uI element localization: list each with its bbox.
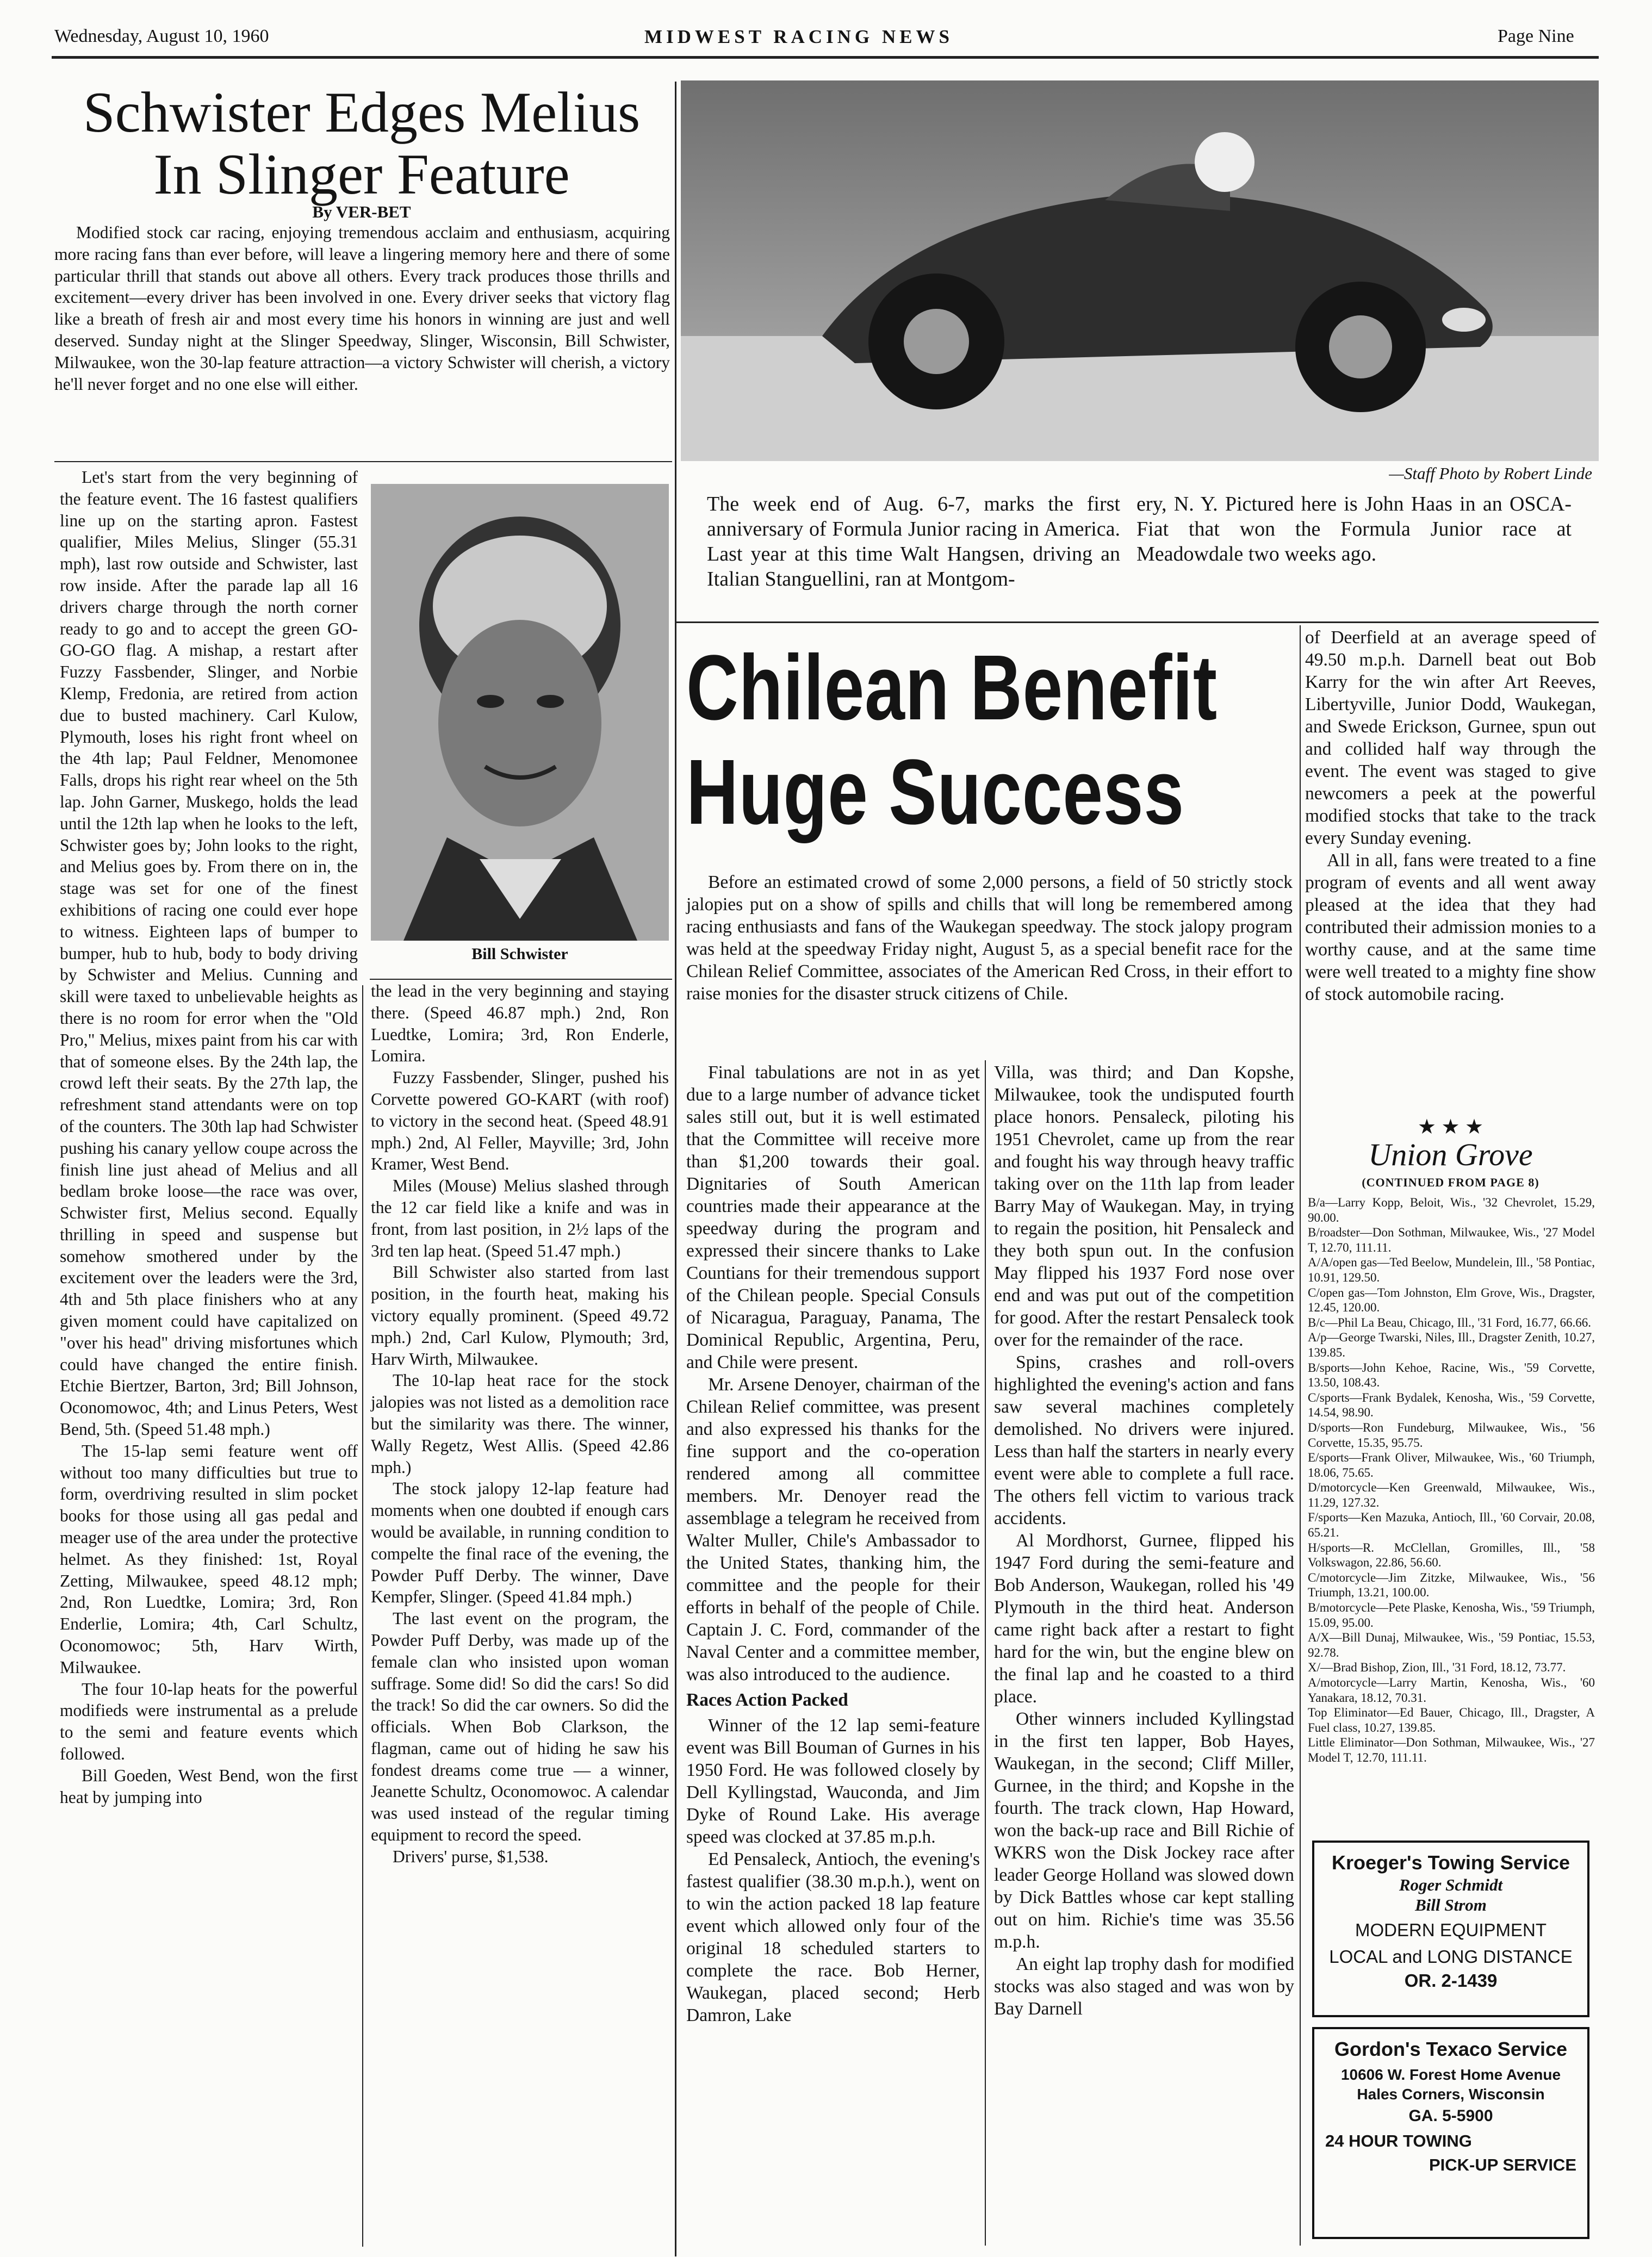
result-item: B/c—Phil La Beau, Chicago, Ill., '31 Ford, 16.77, 66.66. (1308, 1315, 1591, 1329)
kroeger-name-2: Bill Strom (1415, 1895, 1487, 1914)
column-rule-1 (362, 985, 363, 2247)
result-item: B/a—Larry Kopp, Beloit, Wis., '32 Chevrolet, 15.29, 90.00. (1308, 1196, 1595, 1224)
chilean-column-a (686, 1061, 980, 2026)
result-item: B/sports—John Kehoe, Racine, Wis., '59 Corvette, 13.50, 108.43. (1308, 1360, 1595, 1390)
result-item: C/sports—Frank Bydalek, Kenosha, Wis., '59 Corvette, 14.54, 98.90. (1308, 1390, 1595, 1420)
gordon-address-2: Hales Corners, Wisconsin (1357, 2086, 1545, 2103)
schwister-column-1 (60, 467, 358, 1808)
schwister-lead-paragraph: Modified stock car racing, enjoying tremendous acclaim and enthusiasm, acquiring more racing fans than ever before, will leave a lingering memory here and there of some particular thrill that stands out above all others. Every track produces those thrills and excitement—every driver has been involved in one. Every driver seeks that victory flag like a breath of fresh air and most every time his honors in winning are just and well deserved. Sunday night at the Slinger Speedway, Slinger, Wisconsin, Bill Schwister, Milwaukee, won the 30-lap feature attraction—a victory Schwister will cherish, a victory he'll never forget and no one else will either. (54, 223, 670, 394)
portrait-caption: Bill Schwister (471, 945, 568, 963)
header-rule (52, 56, 1599, 59)
schwister-lead (54, 222, 670, 395)
result-item: Top Eliminator—Ed Bauer, Chicago, Ill., Dragster, A Fuel class, 10.27, 139.85. (1308, 1706, 1595, 1734)
kroeger-ad (1312, 1841, 1589, 2017)
page-number: Page Nine (1498, 26, 1574, 46)
column-rule-4 (1300, 625, 1301, 2246)
kroeger-name-1: Roger Schmidt (1399, 1875, 1503, 1894)
paragraph: Bill Goeden, West Bend, won the first heat by jumping into (60, 1765, 358, 1807)
paragraph: the lead in the very beginning and staying there. (Speed 46.87 mph.) 2nd, Ron Luedtke, Lomira; 3rd, Ron Enderle, Lomira. (371, 981, 669, 1066)
paragraph: The last event on the program, the Powder Puff Derby, was made up of the female clan who insisted upon woman suffrage. Some did! So did the cars! So did the track! So did the car owners. So did the officials. When Bob Clarkson, the flagman, came out of hiding he saw his fondest dreams come true — a winner, Jeanette Schultz, Oconomowoc. A calendar was used instead of the regular timing equipment to record the speed. (371, 1609, 669, 1845)
paragraph: Before an estimated crowd of some 2,000 persons, a field of 50 strictly stock jalopies put on a show of spills and chills that will long be remembered among racing enthusiasts and fans of the Waukegan speedway. The stock jalopy program was held at the speedway Friday night, August 5, as a special benefit race for the Chilean Relief Committee, associates of the American Red Cross, in their effort to raise monies for the disaster struck citizens of Chile. (686, 872, 1293, 1004)
paragraph: The stock jalopy 12-lap feature had moments when one doubted if enough cars would be available, in running condition to compelte the final race of the evening, the Powder Puff Derby. The winner, Dave Kempfer, Slinger. (Speed 41.84 mph.) (371, 1479, 669, 1607)
result-item: C/open gas—Tom Johnston, Elm Grove, Wis., Dragster, 12.45, 120.00. (1308, 1285, 1595, 1315)
chilean-column-b (994, 1061, 1294, 2020)
result-item: B/motorcycle—Pete Plaske, Kenosha, Wis., '59 Triumph, 15.09, 95.00. (1308, 1601, 1595, 1630)
gordon-address-1: 10606 W. Forest Home Avenue (1340, 2066, 1561, 2083)
result-item: E/sports—Frank Oliver, Milwaukee, Wis., '60 Triumph, 18.06, 75.65. (1308, 1451, 1595, 1479)
driver-helmet (1195, 132, 1254, 192)
issue-date: Wednesday, August 10, 1960 (54, 26, 269, 46)
result-item: D/sports—Ron Fundeburg, Milwaukee, Wis., '56 Corvette, 15.35, 95.75. (1308, 1420, 1595, 1450)
paragraph: Bill Schwister also started from last position, in the fourth heat, making his victory equally prominent. (Speed 49.72 mph.) 2nd, Carl Kulow, Plymouth; 3rd, Harv Wirth, Milwaukee. (371, 1263, 669, 1369)
paragraph: Other winners included Kyllingstad in the first ten lapper, Bob Hayes, Waukegan, in the second; Cliff Miller, Gurnee, in the third; and Kopshe in the fourth. The track clown, Hap Howard, won the back-up race and Bill Richie of WKRS won the Disk Jockey race after leader George Holland was slowed down by Dick Battles whose car kept stalling out on him. Richie's time was 35.56 m.p.h. (994, 1709, 1294, 1952)
result-item: F/sports—Ken Mazuka, Antioch, Ill., '60 Corvair, 20.08, 65.21. (1308, 1510, 1595, 1540)
union-results (1308, 1195, 1595, 1765)
gordon-line-2: PICK-UP SERVICE (1429, 2155, 1576, 2174)
paragraph: Al Mordhorst, Gurnee, flipped his 1947 Ford during the semi-feature and Bob Anderson, Waukegan, rolled his '49 Plymouth in the third heat. Anderson came right back after a restart to fight hard for the win, but the engine blew on the final lap and he coasted to a third place. (994, 1531, 1294, 1707)
paragraph: All in all, fans were treated to a fine program of events and all went away pleased at the idea that they had contributed their admission monies to a worthy cause, and at the same time were well treated to a mighty fine show of stock automobile racing. (1305, 850, 1596, 1004)
gordon-line-1: 24 HOUR TOWING (1325, 2131, 1472, 2150)
result-item: H/sports—R. McClellan, Gromilles, Ill., '58 Volkswagon, 22.86, 56.60. (1308, 1540, 1595, 1570)
paragraph: of Deerfield at an average speed of 49.50 m.p.h. Darnell beat out Bob Karry for the win after Art Reeves, Libertyville, Junior Dodd, Waukegan, and Swede Erickson, Gurnee, spun out and collided half way through the event. The event was staged to give newcomers a peek at the powerful modified stocks that take to the track every Sunday evening. (1305, 627, 1596, 848)
schwister-byline: By VER-BET (312, 202, 411, 221)
paragraph: Villa, was third; and Dan Kopshe, Milwaukee, took the undisputed fourth place honors. Pensaleck, piloting his 1951 Chevrolet, came up from the rear and fought his way through heavy traffic taking over on the 11th lap from leader Barry May of Waukegan. May, in trying to regain the position, hit Pensaleck and they both spun out. In the confusion May flipped his 1937 Ford nose over end and was put out of the competition for good. After the restart Pensaleck took over for the remainder of the race. (994, 1062, 1294, 1350)
portrait-drawing (371, 484, 669, 941)
chilean-headline-2: Huge Success (686, 741, 1184, 844)
schwister-headline-1: Schwister Edges Melius (83, 80, 641, 144)
photo-credit: —Staff Photo by Robert Linde (1389, 464, 1592, 483)
column-rule-main (675, 82, 676, 2256)
kroeger-title: Kroeger's Towing Service (1331, 1851, 1570, 1874)
column-rule-3 (985, 1060, 986, 2246)
paragraph: Final tabulations are not in as yet due to a large number of advance ticket sales still out, but it is well estimated that the Committee will receive more than $1,200 towards their goal. Dignitaries of South American countries made their appearance at the speedway during the program and expressed their sincere thanks to Lake Countians for their tremendous support of the Chilean people. Special Consuls of Nicaragua, Paraguay, Panama, The Dominical Republic, Argentina, Peru, and Chile were present. (686, 1062, 980, 1372)
paragraph: The 15-lap semi feature went off without too many difficulties but true to form, overdriving resulted in slim pocket books for those using all gas pedal and meager use of the area under the protective helmet. As they finished: 1st, Royal Zetting, Milwaukee, speed 48.12 mph; 2nd, Ron Luedtke, Lomira; 3rd, Ron Enderlie, Lomira; 4th, Carl Schultz, Oconomowoc; 5th, Harv Wirth, Milwaukee. (60, 1441, 358, 1677)
result-item: C/motorcycle—Jim Zitzke, Milwaukee, Wis., '56 Triumph, 13.21, 100.00. (1308, 1570, 1595, 1600)
result-item: B/roadster—Don Sothman, Milwaukee, Wis., '27 Model T, 12.70, 111.11. (1308, 1226, 1595, 1254)
kroeger-line-2: LOCAL and LONG DISTANCE (1329, 1947, 1573, 1967)
union-continued: (CONTINUED FROM PAGE 8) (1362, 1176, 1539, 1189)
result-item: A/A/open gas—Ted Beelow, Mundelein, Ill., '58 Pontiac, 10.91, 129.50. (1308, 1255, 1595, 1284)
paragraph: Miles (Mouse) Melius slashed through the 12 car field like a knife and was in front, from last position, in 2½ laps of the 3rd ten lap heat. (Speed 51.47 mph.) (371, 1176, 669, 1260)
union-grove-title: Union Grove (1368, 1137, 1533, 1172)
photo-caption-left: The week end of Aug. 6-7, marks the first anniversary of Formula Junior racing in America. Last year at this time Walt Hangsen, driving an Italian Stanguellini, ran at Montgom- (707, 493, 1120, 590)
result-item: A/motorcycle—Larry Martin, Kenosha, Wis., '60 Yanakara, 18.12, 70.31. (1308, 1676, 1595, 1705)
chilean-headline-1: Chilean Benefit (686, 636, 1218, 739)
portrait-photo (371, 484, 669, 941)
union-stars: ★ ★ ★ (1417, 1116, 1484, 1139)
lead-rule (54, 461, 672, 462)
photo-caption-right: ery, N. Y. Pictured here is John Haas in an OSCA-Fiat that won the Formula Junior race at Meadowdale two weeks ago. (1136, 493, 1572, 565)
result-item: D/motorcycle—Ken Greenwald, Milwaukee, Wis., 11.29, 127.32. (1308, 1481, 1595, 1509)
gordon-ad (1312, 2027, 1589, 2239)
result-item: Little Eliminator—Don Sothman, Milwaukee, Wis., '27 Model T, 12.70, 111.11. (1308, 1736, 1595, 1764)
schwister-column-2 (371, 980, 669, 1868)
paragraph: Winner of the 12 lap semi-feature event was Bill Bouman of Gurnes in his 1950 Ford. He was followed closely by Dell Kyllingstad, Wauconda, and Jim Dyke of Round Lake. His average speed was clocked at 37.85 m.p.h. (686, 1715, 980, 1847)
paragraph: The 10-lap heat race for the stock jalopies was not listed as a demolition race but the similarity was there. The winner, Wally Regetz, West Allis. (Speed 42.86 mph.) (371, 1371, 669, 1477)
paragraph: Ed Pensaleck, Antioch, the evening's fastest qualifier (38.30 m.p.h.), went on to win the action packed 18 lap feature event which allowed only four of the original 18 scheduled starters to complete the race. Bob Herner, Waukegan, placed second; Herb Damron, Lake (686, 1849, 980, 2025)
masthead: MIDWEST RACING NEWS (644, 26, 953, 47)
chilean-subhead: Races Action Packed (686, 1690, 848, 1710)
portrait-rule (370, 979, 672, 980)
gordon-title: Gordon's Texaco Service (1334, 2038, 1568, 2060)
face-shape (438, 620, 601, 826)
paragraph: An eight lap trophy dash for modified stocks was also staged and was won by Bay Darnell (994, 1954, 1294, 2019)
kroeger-phone: OR. 2-1439 (1404, 1970, 1498, 1991)
result-item: A/p—George Twarski, Niles, Ill., Dragster Zenith, 10.27, 139.85. (1308, 1330, 1595, 1359)
paragraph: Drivers' purse, $1,538. (393, 1846, 549, 1866)
kroeger-line-1: MODERN EQUIPMENT (1355, 1920, 1547, 1940)
result-item: A/X—Bill Dunaj, Milwaukee, Wis., '59 Pontiac, 15.53, 92.78. (1308, 1631, 1595, 1659)
chilean-lead (686, 871, 1293, 1005)
paragraph: Mr. Arsene Denoyer, chairman of the Chilean Relief committee, was present and also expressed his thanks for the fine support and the co-operation rendered among all committee members. Mr. Denoyer read the assemblage a telegram he received from Walter Muller, Chile's Ambassador to the United States, thanking him, the committee and the people for their efforts in behalf of the people of Chile. Captain J. C. Ford, commander of the Naval Center and a committee member, was also introduced to the audience. (686, 1375, 980, 1684)
photo-section-rule (676, 621, 1599, 623)
chilean-column-c (1305, 626, 1596, 1005)
paragraph: Fuzzy Fassbender, Slinger, pushed his Corvette powered GO-KART (with roof) to victory in the second heat. (Speed 48.91 mph.) 2nd, Al Feller, Mayville; 3rd, John Kramer, West Bend. (371, 1068, 669, 1174)
paragraph: Spins, crashes and roll-overs highlighted the evening's action and fans saw several machines completely demolished. No drivers were injured. Less than half the starters in nearly every event were able to complete a full race. The others fell victim to various track accidents. (994, 1352, 1294, 1528)
paragraph: Let's start from the very beginning of the feature event. The 16 fastest qualifiers line up on the starting apron. Fastest qualifier, Miles Melius, Slinger (55.31 mph), last row outside and Schwister, last row inside. After the parade lap all 16 drivers charge through the north corner ready to go and to accept the green GO-GO-GO flag. A mishap, a restart after Fuzzy Fassbender, Slinger, and Norbie Klemp, Fredonia, are retired from action due to busted machinery. Carl Kulow, Plymouth, loses his right front wheel on the 4th lap; Paul Feldner, Menomonee Falls, drops his right rear wheel on the 5th lap. John Garner, Muskego, holds the lead until the 12th lap when he looks to the left, Schwister goes by; John looks to the right, and Melius goes by. From there on in, the stage was set for one of the finest exhibitions of racing one could ever hope to witness. Eighteen laps of bumper to bumper, hub to hub, body to body driving by Schwister and Melius. Cunning and skill were taxed to unbelievable heights as there is no room for error when the "Old Pro," Melius, mixes paint from his car with that of someone elses. By the 24th lap, the crowd left their seats. By the 27th lap, the refreshment stand attendants were on top of the counters. The 30th lap had Schwister pushing his canary yellow coupe across the finish line just ahead of Melius and all bedlam broke loose—the race was over, Schwister first, Melius second. Equally thrilling in speed and suspense but somehow smothered under by the excitement over the leaders were the 3rd, 4th and 5th place finishers who at any given moment could have capitalized on "over his head" driving misfortunes which could have changed the entire finish. Etchie Biertzer, Barton, 3rd; Bill Johnson, Oconomowoc, 4th; and Linus Peters, West Bend, 5th. (Speed 51.48 mph.) (60, 468, 358, 1439)
race-car-drawing (681, 80, 1599, 461)
schwister-headline-2: In Slinger Feature (153, 142, 570, 206)
gordon-phone: GA. 5-5900 (1408, 2107, 1493, 2125)
race-car-photo (681, 80, 1599, 461)
result-item: X/—Brad Bishop, Zion, Ill., '31 Ford, 18.12, 73.77. (1308, 1661, 1566, 1675)
paragraph: The four 10-lap heats for the powerful modifieds were instrumental as a prelude to the semi and feature events which followed. (60, 1679, 358, 1764)
